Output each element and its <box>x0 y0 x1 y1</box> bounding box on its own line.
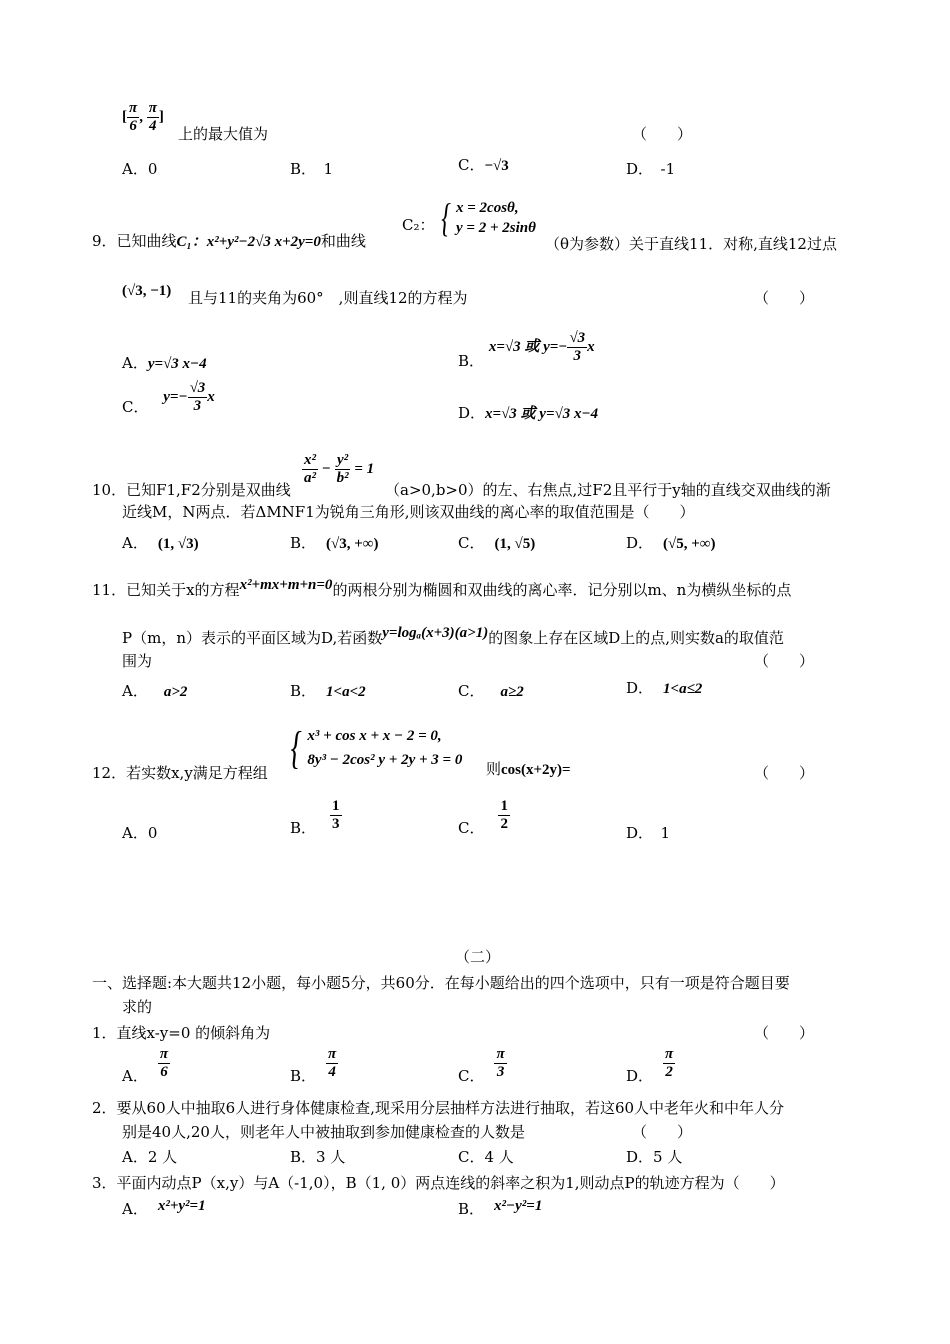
q10-option-c: C． (1, √5) <box>458 534 536 552</box>
s2q3-stem: 3．平面内动点P（x,y）与A（-1,0），B（1, 0）两点连线的斜率之积为1,则动点P的轨迹方程为（ ） <box>92 1174 785 1192</box>
q11-option-b: B． 1<a<2 <box>290 682 366 700</box>
q11-option-a: A． a>2 <box>122 682 188 700</box>
q10-option-d: D． (√5, +∞) <box>626 534 716 552</box>
section2-heading: （二） <box>455 948 501 966</box>
s2q1-option-b: B． $\frac{\pi}{4}$ <box>290 1046 337 1085</box>
s2q2-stem-line2: 别是40人,20人，则老年人中被抽取到参加健康检查的人数是 <box>122 1123 525 1141</box>
s2q2-option-a: A．2 人 <box>122 1148 178 1166</box>
q9-c2-system: { x = 2cosθ, y = 2 + 2sinθ <box>441 195 536 241</box>
s2q2-stem-line1: 2．要从60人中抽取6人进行身体健康检查,现采用分层抽样方法进行抽取，若这60人中老年火和中年人分 <box>92 1099 785 1117</box>
q10-option-b: B． (√3, +∞) <box>290 534 379 552</box>
q12-stem-then: 则cos(x+2y)= <box>486 760 571 778</box>
q10-stem-prefix: 10．已知F1,F2分别是双曲线 <box>92 481 291 499</box>
q11-option-c: C． a≥2 <box>458 682 524 700</box>
s2q1-option-a: A． $\frac{\pi}{6}$ <box>122 1046 169 1085</box>
q8-stem: 上的最大值为 <box>178 125 269 143</box>
q11-stem-line2: P（m，n）表示的平面区域为D,若函数y=logₐ(x+3)(a>1)的图象上存在区域D上的点,则实数a的取值范 <box>122 625 784 647</box>
s2q1-option-c: C． $\frac{\pi}{3}$ <box>458 1046 505 1085</box>
s2q2-answer-paren: （ ） <box>632 1123 693 1141</box>
s2q2-option-d: D．5 人 <box>626 1148 683 1166</box>
s2q3-option-b: B． x²−y²=1 <box>458 1198 543 1218</box>
q12-option-c: C． $\frac{1}{2}$ <box>458 798 508 837</box>
q10-option-a: A． (1, √3) <box>122 534 199 552</box>
q8-interval: [ $\frac{\pi}{6}$ , $\frac{\pi}{4}$ ] <box>122 100 164 134</box>
s2q2-option-c: C．4 人 <box>458 1148 514 1166</box>
q11-stem-line1: 11．已知关于x的方程x²+mx+m+n=0的两根分别为椭圆和双曲线的离心率．记分别以m、n为横纵坐标的点 <box>92 577 792 599</box>
q8-option-c: C．−√3 <box>458 156 509 174</box>
q10-stem-line2: 近线M，N两点．若ΔMNF1为锐角三角形,则该双曲线的离心率的取值范围是（ ） <box>122 503 695 521</box>
q8-option-b: B． 1 <box>290 160 334 178</box>
q8-option-d: D． -1 <box>626 160 676 178</box>
s2q2-option-b: B．3 人 <box>290 1148 346 1166</box>
q12-stem-prefix: 12．若实数x,y满足方程组 <box>92 764 268 782</box>
q11-option-d: D． 1<a≤2 <box>626 679 703 697</box>
q12-option-b: B． $\frac{1}{3}$ <box>290 798 340 837</box>
s2q1-option-d: D． $\frac{\pi}{2}$ <box>626 1046 674 1085</box>
q9-point: (√3, −1) <box>122 283 172 299</box>
section2-intro-line2: 求的 <box>122 998 153 1016</box>
s2q1-stem: 1．直线x-y=0 的倾斜角为 <box>92 1024 271 1042</box>
q9-option-a: A．y=√3 x−4 <box>122 354 207 372</box>
q12-answer-paren: （ ） <box>754 764 815 782</box>
q10-hyperbola-eq: $\frac{\text{x²}}{\text{a²}}$ − $\frac{\text{y²}}{\text{b²}}$ = 1 <box>304 452 375 486</box>
q11-stem-line3: 围为 <box>122 652 153 670</box>
s2q1-answer-paren: （ ） <box>754 1024 815 1042</box>
section2-intro-line1: 一、选择题:本大题共12小题，每小题5分，共60分．在每小题给出的四个选项中，只有一项是符合题目要 <box>92 974 790 992</box>
q11-answer-paren: （ ） <box>754 652 815 670</box>
q9-stem-line1: 9．已知曲线C₁：x²+y²−2√3 x+2y=0和曲线 <box>92 232 366 250</box>
q9-option-c: C． y=− $\frac{√3}{3}$ x <box>122 380 215 416</box>
s2q3-option-a: A． x²+y²=1 <box>122 1198 206 1218</box>
q9-stem-suffix: （θ为参数）关于直线11．对称,直线12过点 <box>545 235 837 253</box>
q12-option-d: D． 1 <box>626 824 671 842</box>
q8-answer-paren: （ ） <box>632 125 693 143</box>
q12-option-a: A．0 <box>122 824 158 842</box>
q9-option-d: D．x=√3 或 y=√3 x−4 <box>458 404 599 422</box>
q8-option-a: A．0 <box>122 160 158 178</box>
q10-stem-suffix: （a>0,b>0）的左、右焦点,过F2且平行于y轴的直线交双曲线的渐 <box>385 481 831 499</box>
q9-option-b: B． x=√3 或 y=− $\frac{√3}{3}$ x <box>458 330 595 370</box>
q9-stem-line2: 且与11的夹角为60° ,则直线12的方程为 <box>188 289 468 307</box>
q9-c2-label: C₂： <box>402 216 435 234</box>
q9-answer-paren: （ ） <box>754 289 815 307</box>
q12-equation-system: { x³ + cos x + x − 2 = 0, 8y³ − 2cos² y + 2y + 3 = 0 <box>290 722 463 773</box>
